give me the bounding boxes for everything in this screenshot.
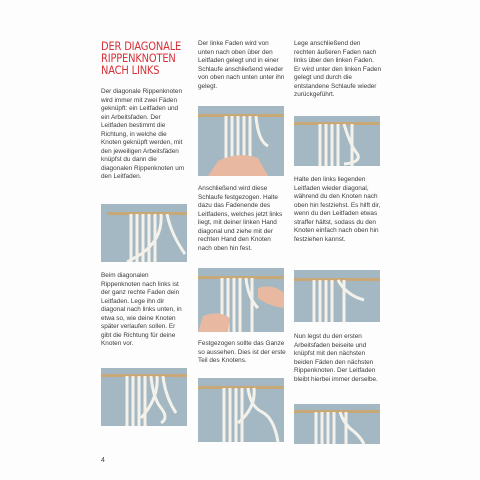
page-number: 4 xyxy=(101,457,105,464)
photo-leitfaden-halten xyxy=(294,270,380,322)
photo-leitfaden-diagonal xyxy=(101,204,187,262)
col2-step2-text: Der linke Faden wird von unten nach oben über den Leitfaden gelegt und in einer Schlaufe anschließend wieder von oben nach unten unter ihn gelegt. xyxy=(198,40,285,90)
col2-step3-text: Anschließend wird diese Schlaufe festgezogen. Halte dazu das Fadenende des Leitfadens, welches jetzt links liegt, mit deiner linken Hand diagonal und ziehe mit der rechten Hand den Knoten nach oben hin fest. xyxy=(198,185,283,252)
photo-hand-festziehen xyxy=(198,268,284,332)
col3-step6-text: Halte den links liegenden Leitfaden wieder diagonal, während du den Knoten nach oben hin festziehst. Es hilft dir, wenn du den Leitfaden etwas straffer hältst, sodass du den Knoten einfach nach oben hin festziehen kannst. xyxy=(294,176,381,243)
photo-rechter-faden xyxy=(294,116,380,166)
photo-hand-knoten xyxy=(198,106,284,176)
col1-step1-text: Beim diagonalen Rippenknoten nach links ist der ganz rechte Faden dein Leitfaden. Lege ihn dir diagonal nach links unten, in etwa so, wie deine Knoten später verlaufen sollen. Er gibt die Richtung für deine Knoten vor. xyxy=(101,272,182,347)
page-title: DER DIAGONALE RIPPENKNOTEN NACH LINKS xyxy=(101,39,182,77)
col3-step7-text: Nun legst du den ersten Arbeitsfaden beiseite und knüpfst mit den nächsten beiden Fäden den nächsten Rippenknoten. Der Leitfaden bleibt hierbei immer derselbe. xyxy=(294,333,378,383)
col3-step5-text: Lege anschließend den rechten äußeren Faden nach links über den linken Faden. Er wird unter den linken Faden gelegt und durch die entstandene Schlaufe wieder zurückgeführt. xyxy=(294,40,382,98)
photo-naechster-knoten xyxy=(294,404,380,444)
col2-step4-text: Festgezogen sollte das Ganze so aussehen. Dies ist der erste Teil des Knotens. xyxy=(198,340,286,364)
col1-intro-text: Der diagonale Rippenknoten wird immer mit zwei Fäden geknüpft: ein Leitfaden und ein Arbeitsfaden. Der Leitfaden bestimmt die Richtung, in welche die Knoten geknüpft werden, mit den jeweiligen Arbeitsfäden knüpfst du dann die diagonalen Rippenknoten um den Leitfaden. xyxy=(101,88,185,180)
photo-knoten-schlaufe xyxy=(101,368,187,426)
photo-erster-teil xyxy=(198,378,284,442)
